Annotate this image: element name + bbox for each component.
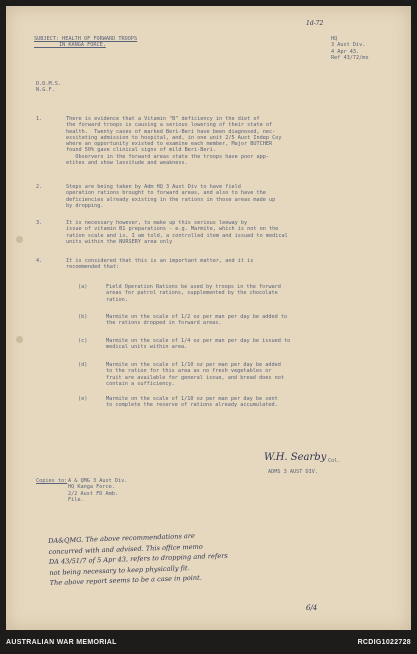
item-text: Marmite on the scale of 1/10 oz per man per day be sent to complete the reserve of rations already accumulated. [106, 396, 278, 409]
signature: W.H. Searby [264, 452, 327, 463]
paragraph-text: It is necessary however, to make up this serious leeway by issue of vitamin B1 preparations - e.g. Marmite, which is not on the ration scale and is, I am told, a controlled item and issued to medical units within the NURSERY area only [66, 220, 288, 245]
signature-rank: Col. [328, 458, 341, 464]
punch-hole [16, 336, 23, 343]
addressee-block: D.D.M.S. N.G.F. [36, 81, 61, 94]
handwritten-initial: 6/4 [306, 604, 318, 612]
paragraph-text: It is considered that this is an important matter, and it is recommended that: [66, 258, 254, 271]
item-text: Field Operation Rations be used by troops in the forward areas for patrol rations, supplemented by the chocolate ration. [106, 284, 281, 303]
item-label: (e) [78, 396, 88, 402]
item-text: Marmite on the scale of 1/2 oz per man per day be added to the rations dropped in forward areas. [106, 314, 288, 327]
copies-list: A & QMG 3 Aust Div. HQ Kanga Force. 2/2 Aust FD Amb. File. [68, 478, 128, 503]
corner-note: 1d-72 [306, 20, 324, 27]
paragraph-text: Steps are being taken by Adm HQ 3 Aust Div to have field operation rations brought to forward areas, and also to have the deficiencies already existing in the rations in those areas made up by dropping. [66, 184, 276, 209]
copies-label: Copies to: [36, 478, 68, 484]
archive-name: AUSTRALIAN WAR MEMORIAL [6, 639, 117, 646]
signature-title: ADMS 3 AUST DIV. [268, 469, 318, 475]
paragraph-text: There is evidence that a Vitamin "B" deficiency in the diet of the forward troops is causing a serious lowering of their state of health. Twenty cases of marked Beri-Beri have been diagnosed, nec- essitating admission to hospital, and, in one unit 2/5 Aust Indep Coy where an opportunity existed to examine each member, Major BUTCHER found 50% gave clinical signs of mild Beri-Beri. Observers in the forward areas state the troops have poor app- etites and show lassitude and weakness. [66, 116, 282, 167]
handwritten-note: DA&QMG. The above recommendations are concurred with and advised. This office memo DA 43/51/7 of 5 Apr 43, refers to dropping and refers not being necessary to keep physically fit. The above report seems to be a case in point. [48, 531, 228, 587]
item-text: Marmite on the scale of 1/10 oz per man per day be added to the ration for this area as no fresh vegetables or fruit are available for general issue, and bread does not contain a sufficiency. [106, 362, 285, 387]
paragraph-number: 4. [36, 258, 43, 264]
punch-hole [16, 236, 23, 243]
archive-id: RCDIG1022728 [357, 639, 411, 646]
item-label: (a) [78, 284, 88, 290]
item-label: (d) [78, 362, 88, 368]
paragraph-number: 2. [36, 184, 43, 190]
archive-footer [0, 630, 417, 654]
subject-line: SUBJECT: HEALTH OF FORWARD TROOPS IN KANGA FORCE. [34, 36, 138, 49]
item-text: Marmite on the scale of 1/4 oz per man per day be issued to medical units within area. [106, 338, 291, 351]
item-label: (c) [78, 338, 88, 344]
paragraph-number: 1. [36, 116, 43, 122]
paragraph-number: 3. [36, 220, 43, 226]
hq-reference-block: HQ 3 Aust Div. 4 Apr 43. Ref 43/72/mo [331, 36, 369, 61]
document-page [6, 6, 411, 630]
item-label: (b) [78, 314, 88, 320]
